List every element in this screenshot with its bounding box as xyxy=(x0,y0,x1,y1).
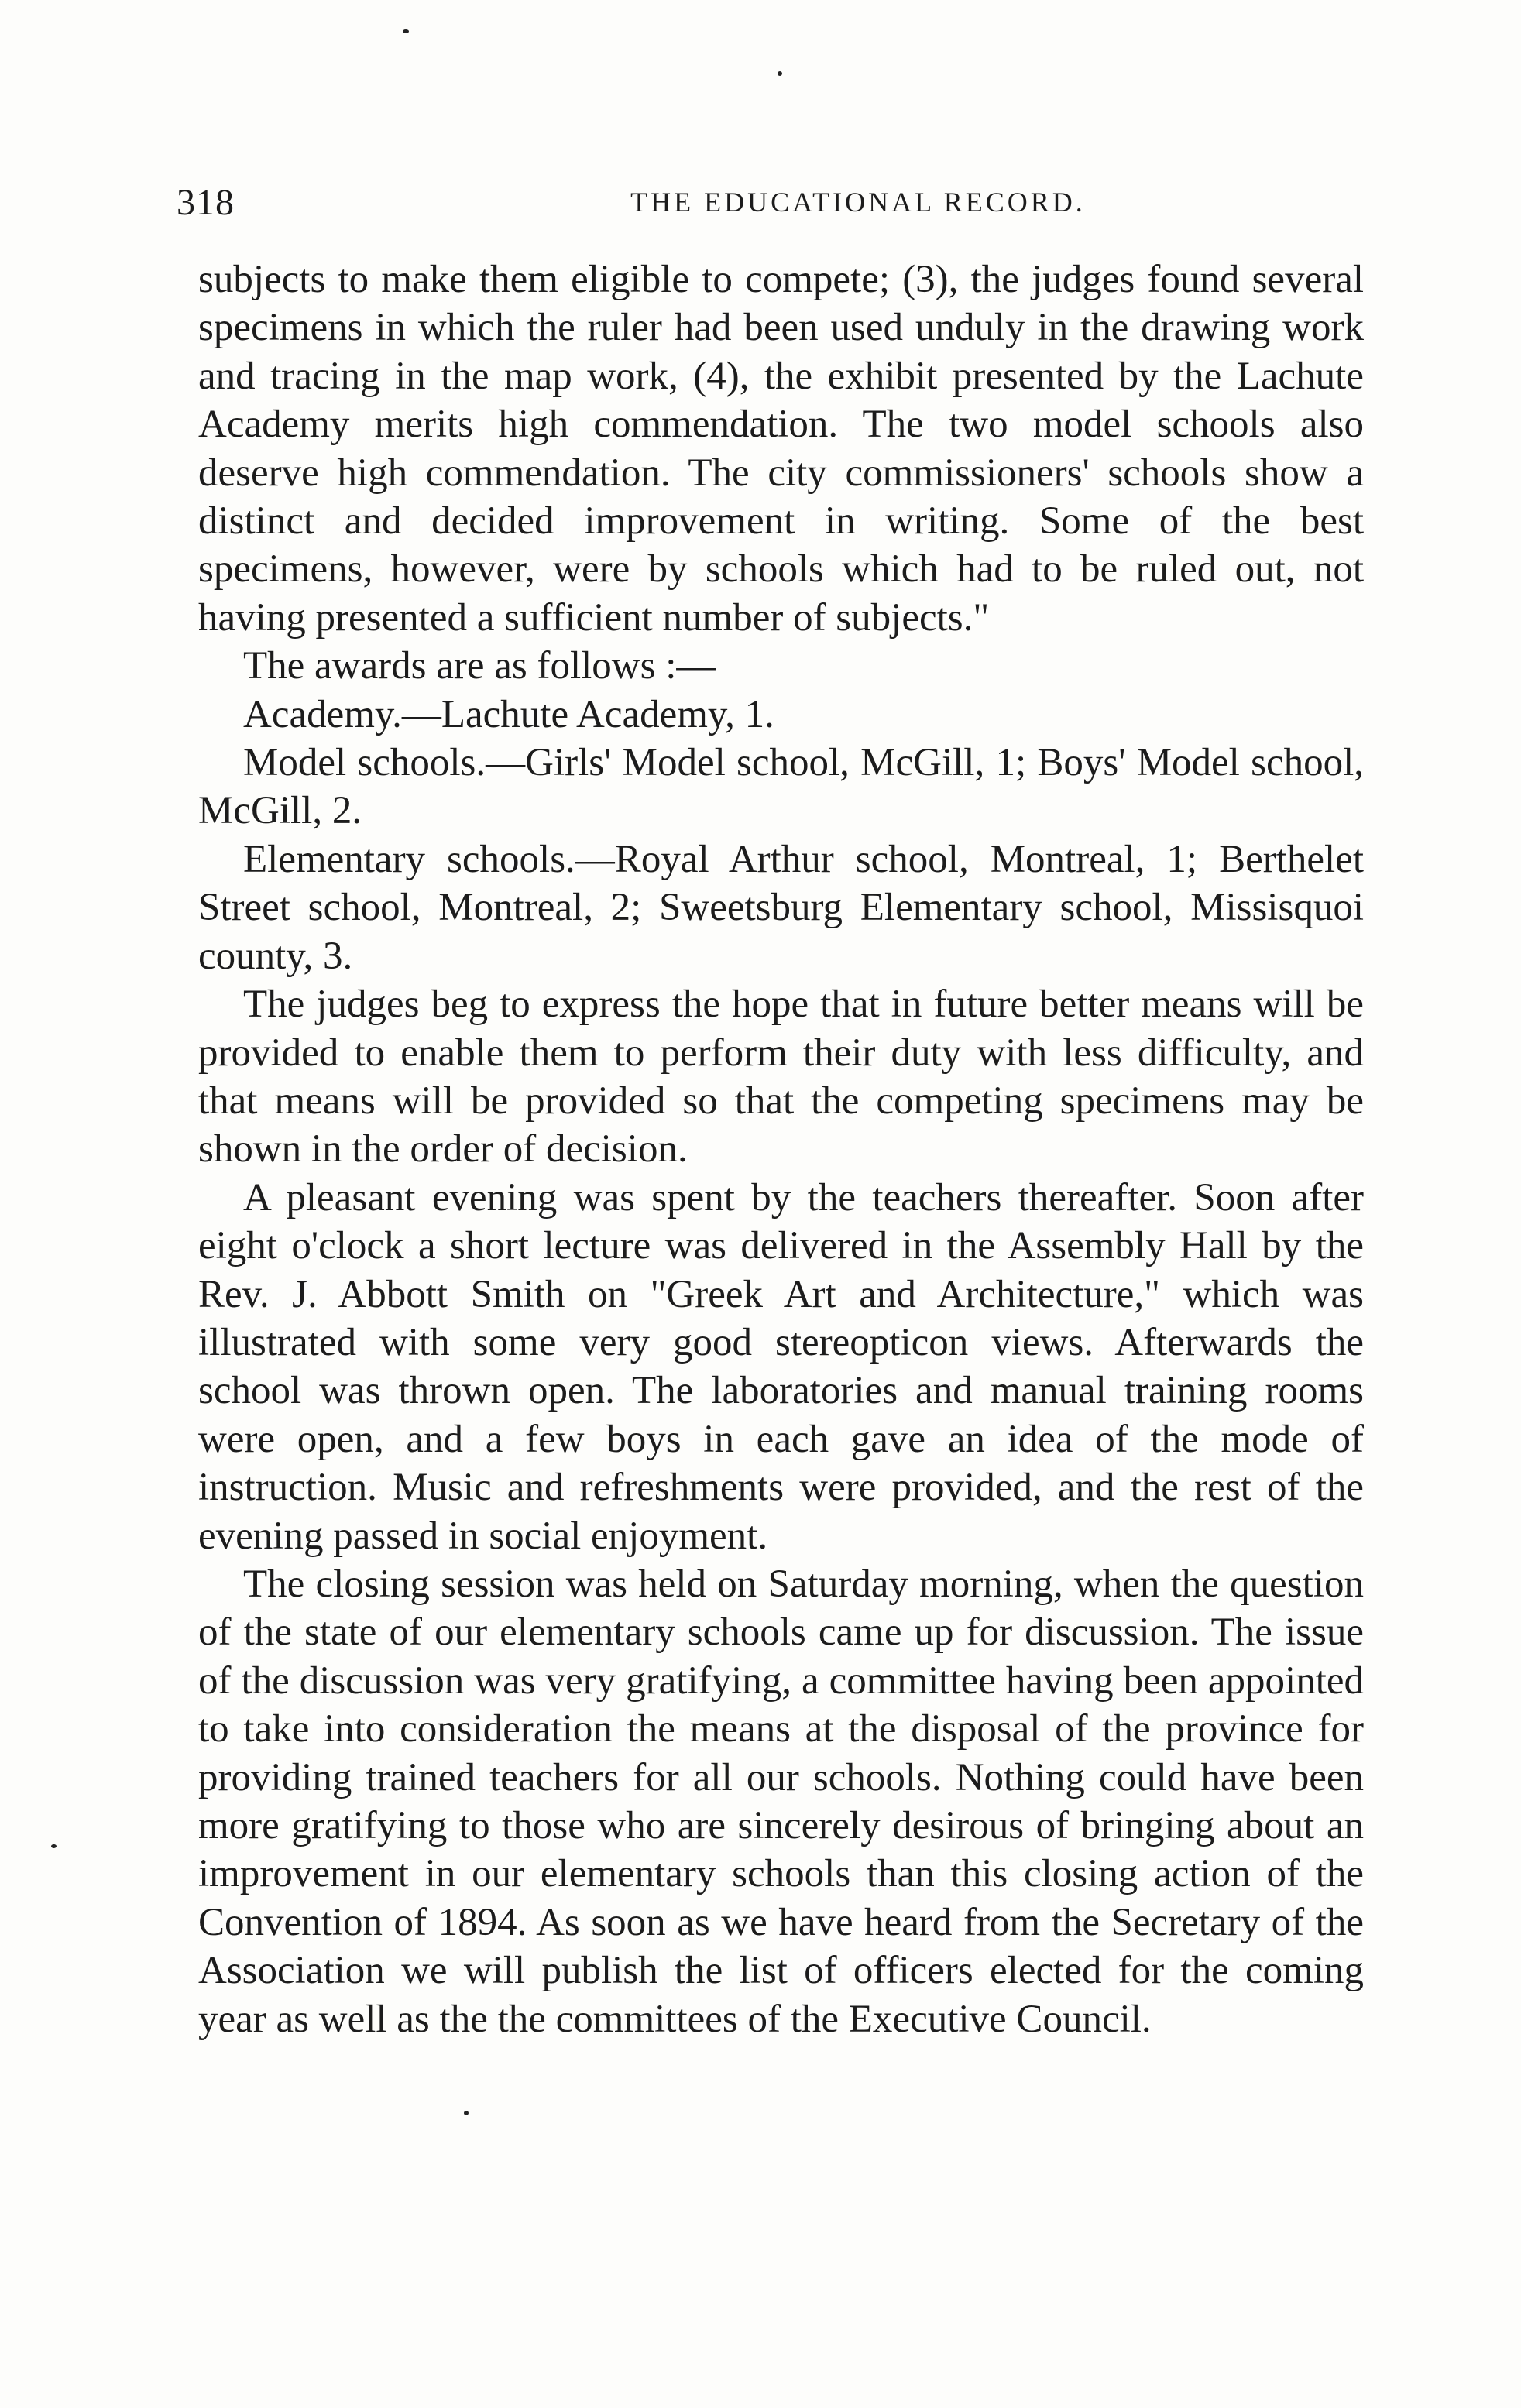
paragraph-awards-intro: The awards are as follows :— xyxy=(243,644,716,688)
paragraph-closing-session: The closing session was held on Saturday morning, when the question of the state of our elementary schools came up for discussion. The issue of the discussion was very gratifying, a committee having been appointed to take into consideration the means at the disposal of the province for providing trained teachers for all our schools. Nothing could have been more gratifying to those who are sincerely desirous of bringing about an improvement in our elementary schools than this closing action of the Convention of 1894. As soon as we have heard from the Secretary of the Association we will publish the list of officers elected for the coming year as well as the the committees of the Executive Council. xyxy=(198,1562,1364,2041)
paragraph-judges-hope: The judges beg to express the hope that in future better means will be provided to enable them to perform their duty with less difficulty, and that means will be provided so that the competing specimens may be shown in the order of decision. xyxy=(198,983,1364,1171)
ink-speck xyxy=(464,2111,469,2115)
ink-speck xyxy=(403,29,409,33)
paragraph-award-academy: Academy.—Lachute Academy, 1. xyxy=(243,692,774,736)
page-header xyxy=(177,181,1385,228)
ink-speck xyxy=(778,71,782,76)
ink-speck xyxy=(51,1844,57,1848)
paragraph-evening: A pleasant evening was spent by the teachers thereafter. Soon after eight o'clock a short lecture was delivered in the Assembly Hall by the Rev. J. Abbott Smith on "Greek Art and Architecture," which was illustrated with some very good stereopticon views. Afterwards the school was thrown open. The laboratories and manual training rooms were open, and a few boys in each gave an idea of the mode of instruction. Music and refreshments were provided, and the rest of the evening passed in social enjoyment. xyxy=(198,1175,1364,1558)
paragraph-continued: subjects to make them eligible to compete; (3), the judges found several specimens in which the ruler had been used unduly in the drawing work and tracing in the map work, (4), the exhibit presented by the Lachute Academy merits high commendation. The two model schools also deserve high commendation. The city commissioners' schools show a distinct and decided improvement in writing. Some of the best specimens, however, were by schools which had to be ruled out, not having presented a sufficient number of subjects." xyxy=(198,258,1364,640)
page-number: 318 xyxy=(177,182,235,223)
running-head: THE EDUCATIONAL RECORD. xyxy=(630,187,1086,218)
paragraph-award-model-schools: Model schools.—Girls' Model school, McGill, 1; Boys' Model school, McGill, 2. xyxy=(198,741,1364,833)
paragraph-award-elementary-schools: Elementary schools.—Royal Arthur school, Montreal, 1; Berthelet Street school, Montreal, 2; Sweetsburg Elementary school, Missisquoi county, 3. xyxy=(198,837,1364,978)
body-text xyxy=(198,256,1364,2043)
